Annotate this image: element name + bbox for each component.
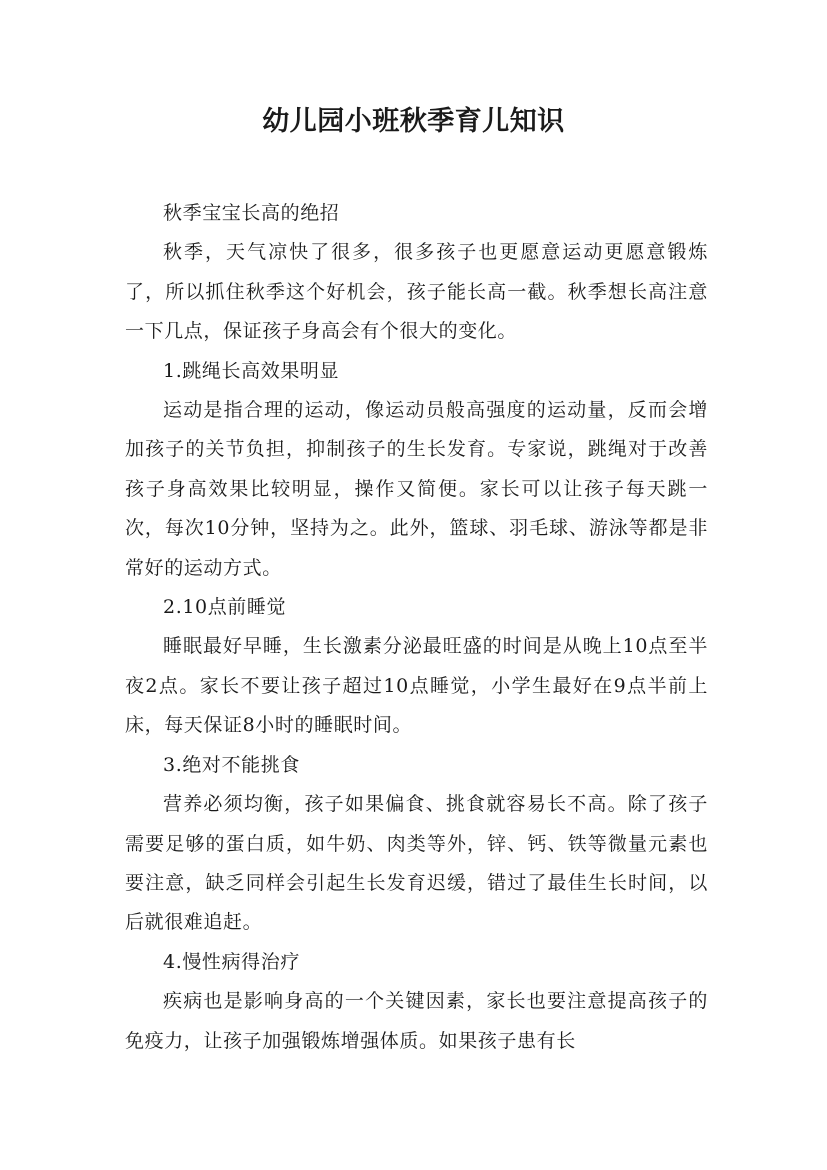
section-heading-sleep: 2.10点前睡觉: [163, 596, 287, 619]
document-title: 幼儿园小班秋季育儿知识: [262, 106, 565, 137]
paragraph-nutrition: 营养必须均衡，孩子如果偏食、挑食就容易长不高。除了孩子需要足够的蛋白质，如牛奶、肉类等外，锌、钙、铁等微量元素也要注意，缺乏同样会引起生长发育迟缓，错过了最佳生长时间，以后就很难追赶。: [125, 793, 708, 934]
section-heading-jump-rope: 1.跳绳长高效果明显: [163, 359, 340, 382]
document-body: [125, 194, 708, 1061]
paragraph-jump-rope: 运动是指合理的运动，像运动员般高强度的运动量，反而会增加孩子的关节负担，抑制孩子的生长发育。专家说，跳绳对于改善孩子身高效果比较明显，操作又简便。家长可以让孩子每天跳一次，每次10分钟，坚持为之。此外，篮球、羽毛球、游泳等都是非常好的运动方式。: [125, 399, 708, 579]
section-heading-picky-eating: 3.绝对不能挑食: [163, 753, 300, 776]
paragraph-illness: 疾病也是影响身高的一个关键因素，家长也要注意提高孩子的免疫力，让孩子加强锻炼增强体质。如果孩子患有长: [125, 990, 708, 1052]
section-heading-autumn-growth: 秋季宝宝长高的绝招: [163, 202, 340, 224]
paragraph-intro: 秋季，天气凉快了很多，很多孩子也更愿意运动更愿意锻炼了，所以抓住秋季这个好机会，孩子能长高一截。秋季想长高注意一下几点，保证孩子身高会有个很大的变化。: [125, 241, 708, 343]
section-heading-chronic-illness: 4.慢性病得治疗: [163, 950, 300, 973]
paragraph-sleep: 睡眠最好早睡，生长激素分泌最旺盛的时间是从晚上10点至半夜2点。家长不要让孩子超过10点睡觉，小学生最好在9点半前上床，每天保证8小时的睡眠时间。: [125, 635, 708, 737]
